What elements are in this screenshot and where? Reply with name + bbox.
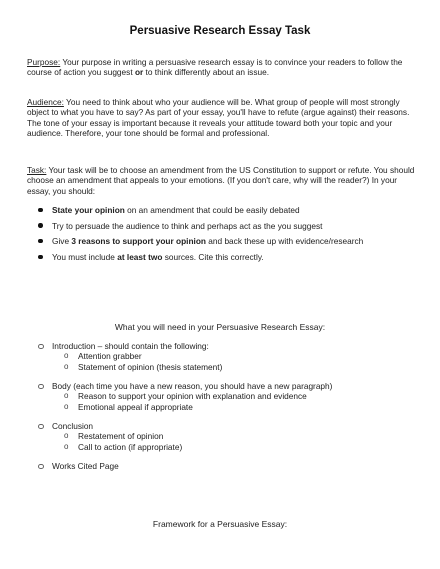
list-item: [38, 236, 418, 252]
task-text: Your task will be to choose an amendment from the US Constitution to support or refute. You should choose an amendment that appeals to your emotions. (If you don't care, why will the reader?) In your essay, you should:: [27, 165, 415, 196]
sub-text: Reason to support your opinion with explanation and evidence: [78, 391, 307, 402]
bullet-text: sources. Cite this correctly.: [162, 252, 264, 263]
sub-marker: o: [64, 391, 69, 401]
audience-text: You need to think about who your audience will be. What group of people will most strongly object to what you have to say? As part of your essay, you'll have to refute (argue against) their reasons. The tone of your essay is important because it reveals your attitude toward both your topic and your audience. Therefore, your tone should be formal and professional.: [27, 97, 410, 138]
bullet-pre: You must include: [52, 252, 118, 263]
list-item: [38, 221, 418, 237]
bullet-icon: [38, 208, 43, 213]
bullet-pre: Give: [52, 236, 72, 247]
bullet-text: on an amendment that could be easily debated: [124, 205, 300, 215]
sub-text: Statement of opinion (thesis statement): [78, 361, 223, 372]
sub-item: [52, 402, 418, 412]
outline-item: [38, 461, 418, 471]
sub-item: [52, 442, 418, 452]
outline-item: [38, 341, 418, 381]
task-label: Task:: [27, 165, 47, 175]
outline-label: Introduction – should contain the following:: [52, 341, 209, 351]
bullet-icon: [38, 223, 43, 228]
outline-label: Works Cited Page: [52, 461, 119, 471]
purpose-label: Purpose:: [27, 57, 61, 67]
outline-label: Conclusion: [52, 421, 94, 431]
task-paragraph: [27, 165, 419, 196]
bullet-icon: [38, 464, 44, 470]
audience-label: Audience:: [27, 97, 64, 107]
sub-item: [52, 431, 418, 441]
sub-marker: o: [64, 431, 69, 441]
list-item: [38, 252, 418, 268]
audience-paragraph: [27, 97, 419, 138]
outline-label: Body (each time you have a new reason, you should have a new paragraph): [52, 381, 333, 391]
bullet-icon: [38, 255, 43, 260]
task-bullet-list: [38, 205, 418, 268]
sub-marker: o: [64, 441, 69, 451]
purpose-or: or: [134, 67, 144, 78]
bullet-icon: [38, 239, 43, 244]
outline-item: [38, 381, 418, 421]
sub-marker: o: [64, 401, 69, 411]
bullet-bold: at least two: [117, 252, 163, 263]
sub-text: Restatement of opinion: [78, 431, 164, 442]
purpose-text-b: to think differently about an issue.: [143, 67, 270, 78]
sub-text: Emotional appeal if appropriate: [78, 401, 193, 412]
outline-list: [38, 341, 418, 471]
bullet-bold: 3 reasons to support your opinion: [71, 236, 206, 247]
framework-heading: Framework for a Persuasive Essay:: [152, 519, 288, 529]
bullet-text: Try to persuade the audience to think and perhaps act as the you suggest: [52, 220, 323, 231]
need-heading: What you will need in your Persuasive Research Essay:: [114, 322, 326, 332]
outline-item: [38, 421, 418, 461]
sub-marker: o: [64, 351, 69, 361]
purpose-text-a: Your purpose in writing a persuasive research essay is to convince your readers to follow the course of action you suggest: [27, 57, 403, 78]
sub-item: [52, 351, 418, 361]
page-title: Persuasive Research Essay Task: [129, 25, 311, 37]
bullet-bold: State your opinion: [52, 205, 125, 215]
bullet-icon: [38, 424, 44, 430]
bullet-icon: [38, 344, 44, 350]
sub-marker: o: [64, 361, 69, 371]
sub-item: [52, 391, 418, 401]
sub-text: Call to action (if appropriate): [78, 441, 183, 452]
purpose-paragraph: [27, 57, 419, 78]
sub-item: [52, 362, 418, 372]
sub-text: Attention grabber: [78, 351, 142, 362]
bullet-text: and back these up with evidence/research: [205, 236, 364, 247]
bullet-icon: [38, 384, 44, 390]
list-item: [38, 205, 418, 221]
